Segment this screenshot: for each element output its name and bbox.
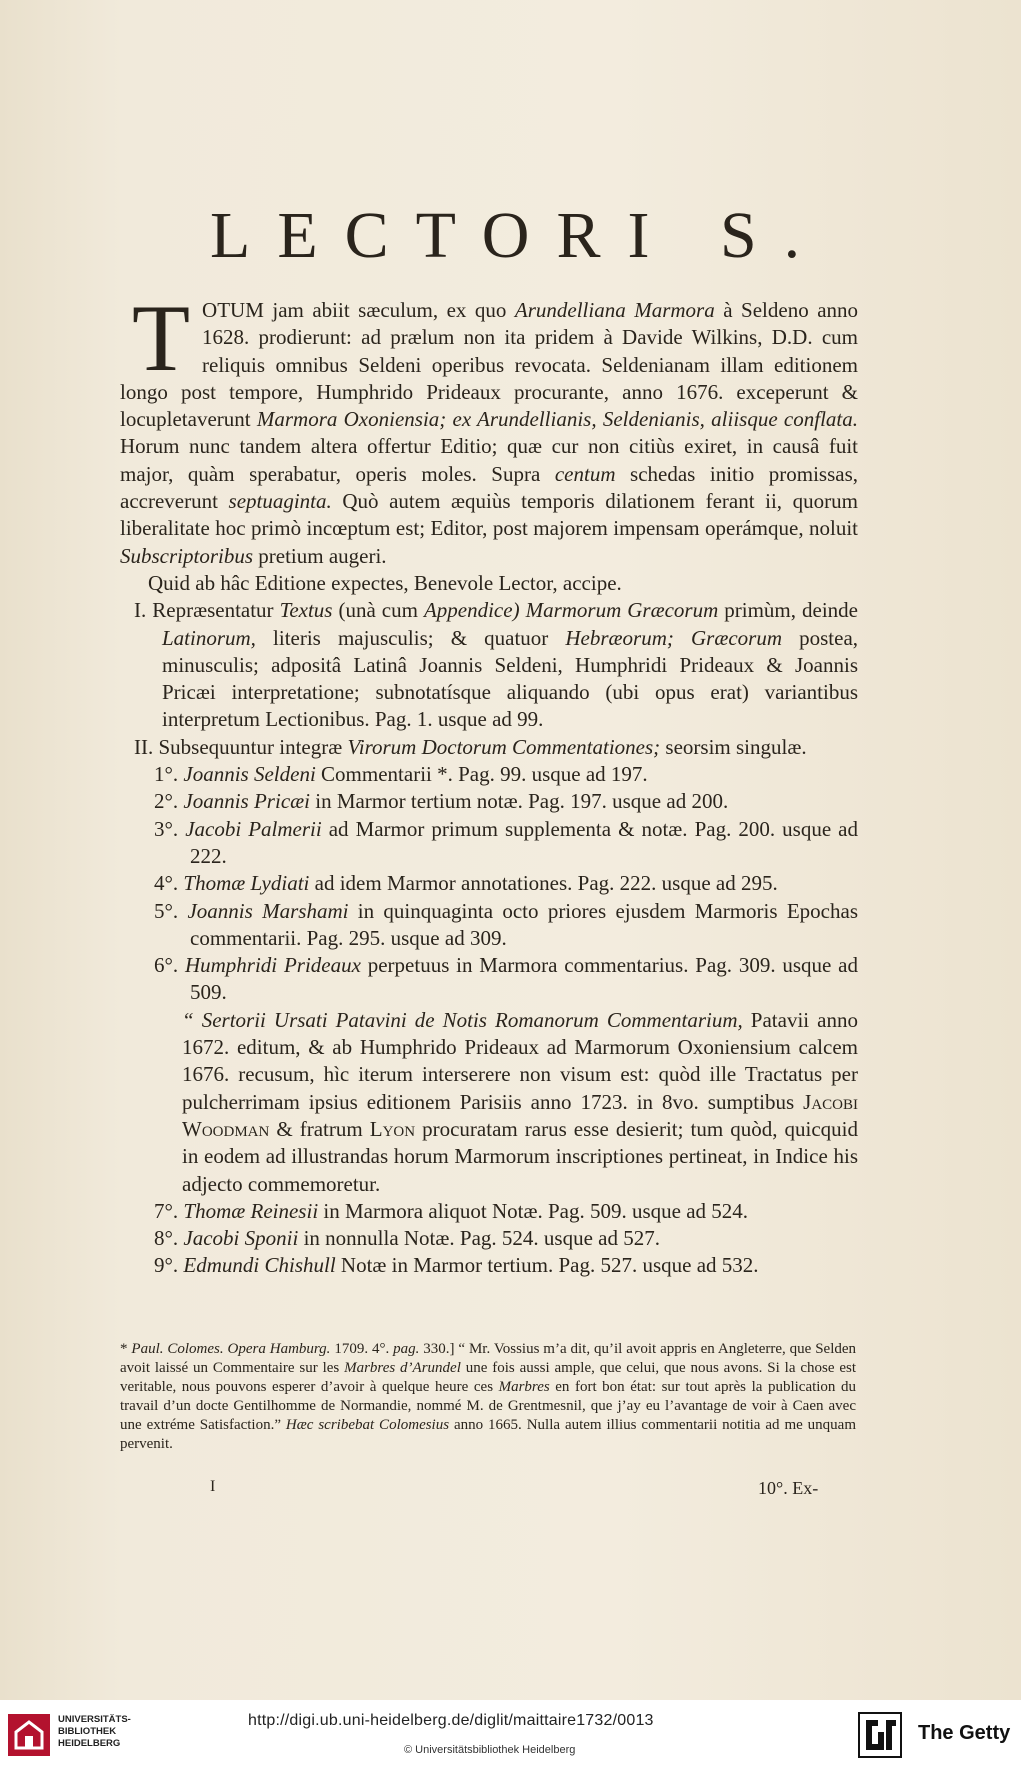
- section-two: II. Subsequuntur integræ Virorum Doctorum Commentationes; seorsim singulæ.: [134, 734, 807, 759]
- footnote: * Paul. Colomes. Opera Hamburg. 1709. 4°. pag. 330.] “ Mr. Vossius m’a dit, qu’il avoit appris en Angleterre, que Selden avoit laissé un Commentaire sur les Marbres d’Arundel une fois aussi ample, que celui, que nous avons. Si la chose est veritable, nous pouvons esperer d’avoir à quelque heure ces Marbres en fort bon état: sur tout après la publication du travail d’un docte Gentilhomme de Normandie, nommé M. de Grentmesnil, que j’ay eu l’avantage de voir à Caen avec une extréme Satisfaction.” Hæc scribebat Colomesius anno 1665. Nulla autem illius commentarii notitia ad me unquam pervenit.: [120, 1341, 857, 1452]
- list-item: 4°. Thomæ Lydiati ad idem Marmor annotationes. Pag. 222. usque ad 295.: [154, 871, 778, 896]
- intro-paragraph: TOTUM jam abiit sæculum, ex quo Arundelliana Marmora à Seldeno anno 1628. prodierunt: ad prælum non ita pridem à Davide Wilkins, D.D. cum reliquis omnibus Seldeni operibus revocata. Seldenianam illam editionem longo post tempore, Humphrido Prideaux procurante, anno 1676. exceperunt & locupletaverunt Marmora Oxoniensia; ex Arundellianis, Seldenianis, aliisque conflata. Horum nunc tandem altera offertur Editio; quæ cur non citiùs exiret, in causâ fuit major, quàm sperabatur, operis moles. Supra centum schedas initio promissas, accreverunt septuaginta. Quò autem æquiùs temporis dilationem ferant ii, quorum liberalitate hoc primò incœptum est; Editor, post majorem impensam operámque, noluit Subscriptoribus pretium augeri.: [120, 285, 859, 568]
- viewer-footer: [0, 1700, 1021, 1769]
- section-one: I. Repræsentatur Textus (unà cum Appendice) Marmorum Græcorum primùm, deinde Latinorum, literis majusculis; & quatuor Hebræorum; Græcorum postea, minusculis; adpositâ Latinâ Joannis Seldeni, Humphridi Prideaux & Joannis Pricæi interpretatione; subnotatísque aliquando (ubi opus erat) variantibus interpretum Lectionibus. Pag. 1. usque ad 99.: [134, 598, 859, 732]
- page-title: LECTORI S.: [210, 199, 828, 272]
- signature-mark: I: [210, 1478, 216, 1495]
- list-item: 8°. Jacobi Sponii in nonnulla Notæ. Pag. 524. usque ad 527.: [154, 1226, 660, 1251]
- library-name: UNIVERSITÄTS- BIBLIOTHEK HEIDELBERG: [58, 1714, 131, 1749]
- main-text: [120, 285, 859, 1280]
- list-item: 9°. Edmundi Chishull Notæ in Marmor tertium. Pag. 527. usque ad 532.: [154, 1253, 759, 1278]
- catchword: 10°. Ex-: [758, 1478, 819, 1498]
- copyright-text: © Universitätsbibliothek Heidelberg: [404, 1744, 576, 1756]
- drop-cap: T: [132, 285, 191, 391]
- list-item: 7°. Thomæ Reinesii in Marmora aliquot Notæ. Pag. 509. usque ad 524.: [154, 1198, 749, 1223]
- permalink-url[interactable]: http://digi.ub.uni-heidelberg.de/diglit/maittaire1732/0013: [248, 1712, 654, 1729]
- list-item: 2°. Joannis Pricæi in Marmor tertium notæ. Pag. 197. usque ad 200.: [154, 789, 729, 814]
- list-item: 5°. Joannis Marshami in quinquaginta octo priores ejusdem Marmoris Epochas commentarii. Pag. 295. usque ad 309.: [154, 898, 858, 950]
- list-item: 1°. Joannis Seldeni Commentarii *. Pag. 99. usque ad 197.: [154, 762, 648, 787]
- quoted-note: “ Sertorii Ursati Patavini de Notis Romanorum Commentarium, Patavii anno 1672. editum, & ab Humphrido Prideaux ad Marmorum Oxoniensium calcem 1676. recusum, hìc iterum interserere non visum est: quòd ille Tractatus per pulcherrimam ipsius editionem Parisiis anno 1723. in 8vo. sumptibus Jacobi Woodman & fratrum Lyon procuratam rarus esse desierit; tum quòd, quicquid in eodem ad illustrandas horum Marmorum inscriptiones pertineat, in Indice his adjecto commemoretur.: [182, 1007, 858, 1196]
- getty-name: The Getty: [918, 1722, 1011, 1744]
- list-item: 3°. Jacobi Palmerii ad Marmor primum supplementa & notæ. Pag. 200. usque ad 222.: [154, 816, 858, 868]
- university-library-logo-icon: [8, 1714, 50, 1756]
- getty-logo-icon: [858, 1712, 902, 1758]
- quid-line: Quid ab hâc Editione expectes, Benevole Lector, accipe.: [148, 570, 622, 595]
- list-item: 6°. Humphridi Prideaux perpetuus in Marmora commentarius. Pag. 309. usque ad 509.: [154, 953, 858, 1005]
